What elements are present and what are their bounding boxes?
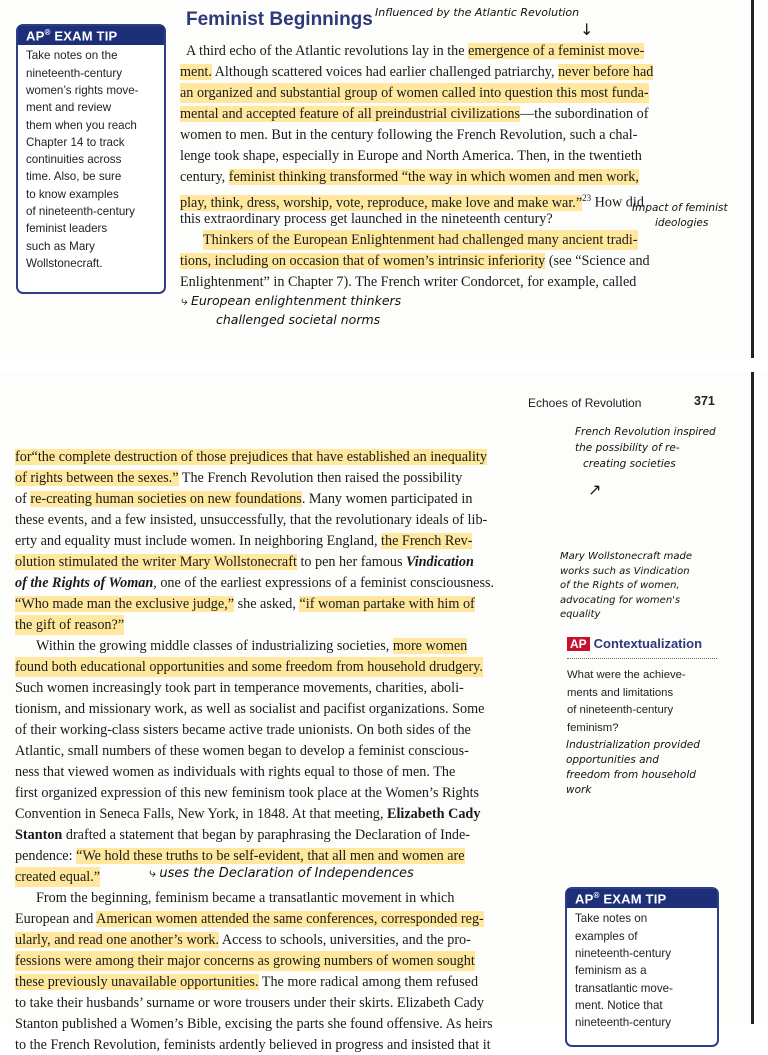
tip-line: Take notes on	[575, 912, 648, 926]
text-line: ness that viewed women as individuals with rights equal to those of men. The	[15, 764, 456, 780]
tip-line: ment and review	[26, 101, 112, 115]
text-line: these previously unavailable opportunities. The more radical among them refused	[15, 974, 479, 990]
contextualization-question: What were the achieve- ments and limitations of nineteenth-century feminism?	[567, 669, 686, 734]
text-line: tionism, and missionary work, as well as socialist and pacifist organizations. Some	[15, 701, 485, 717]
ap-badge: AP	[575, 891, 594, 907]
text-line: Convention in Seneca Falls, New York, in 1848. At that meeting, Elizabeth Cady	[15, 806, 481, 822]
exam-tip-box	[565, 887, 719, 1047]
text-line: first organized expression of this new feminism took place at the Women’s Rights	[15, 785, 480, 801]
tip-line: nineteenth-century	[575, 946, 672, 960]
text-line: for“the complete destruction of those prejudices that have established an inequality	[15, 449, 487, 465]
page-gap	[0, 358, 768, 372]
tip-line: to know examples	[26, 187, 119, 201]
tip-line: Take notes on the	[26, 49, 118, 63]
text-line: of their working-class sisters became active trade unionists. On both sides of the	[15, 722, 471, 738]
text-line: Within the growing middle classes of industrializing societies, more women	[36, 638, 468, 654]
handwritten-note-declaration: ⤷ uses the Declaration of Independences	[148, 866, 414, 881]
text-line: tions, including on occasion that of women’s intrinsic inferiority (see “Science and	[180, 253, 650, 269]
text-line: an organized and substantial group of women called into question this most funda-	[180, 85, 649, 101]
text-line: found both educational opportunities and some freedom from household drudgery.	[15, 659, 483, 675]
arrow-right-icon: ⤷	[148, 866, 160, 881]
text-line: From the beginning, feminism became a transatlantic movement in which	[36, 890, 455, 906]
section-heading: Feminist Beginnings	[186, 9, 373, 30]
text-line: mental and accepted feature of all preindustrial civilizations—the subordination of	[180, 106, 649, 122]
text-line: Stanton drafted a statement that began by paraphrasing the Declaration of Inde-	[15, 827, 471, 843]
text-line: the gift of reason?”	[15, 617, 125, 633]
text-line: these events, and a few insisted, unsuccessfully, that the revolutionary ideals of lib-	[15, 512, 488, 528]
divider	[567, 658, 717, 659]
text-line: created equal.”	[15, 869, 101, 885]
tip-line: nineteenth-century	[575, 1016, 672, 1030]
tip-line: continuities across	[26, 153, 122, 167]
arrow-down-icon: ↓	[580, 20, 594, 39]
tip-line: women’s rights move-	[26, 83, 139, 97]
text-line: Thinkers of the European Enlightenment had challenged many ancient tradi-	[203, 232, 638, 248]
text-line: ularly, and read one another’s work. Access to schools, universities, and the pro-	[15, 932, 471, 948]
tip-line: of nineteenth-century	[26, 205, 135, 218]
running-head: Echoes of Revolution	[528, 396, 642, 410]
text-line: fessions were among their major concerns as growing numbers of women sought	[15, 953, 475, 969]
exam-tip-header: AP® EXAM TIP	[567, 889, 717, 908]
text-line: Such women increasingly took part in temperance movements, charities, aboli-	[15, 680, 464, 696]
text-line: play, think, dress, worship, vote, reproduce, make love and make war.”$^{23}$ How did	[180, 193, 644, 211]
tip-line: such as Mary	[26, 239, 95, 253]
exam-tip-box	[16, 24, 166, 294]
bottom-page	[0, 372, 768, 1053]
text-line: pendence: “We hold these truths to be self-evident, that all men and women are	[15, 848, 465, 864]
tip-line: ment. Notice that	[575, 998, 663, 1012]
text-line: Atlantic, small numbers of these women began to develop a feminist conscious-	[15, 743, 469, 759]
tip-line: Chapter 14 to track	[26, 135, 125, 149]
arrow-up-icon: ↗	[588, 480, 602, 499]
exam-tip-header: AP® EXAM TIP	[18, 26, 164, 45]
page-binding-edge	[751, 0, 754, 358]
page-binding-edge	[751, 372, 754, 1024]
text-line: Stanton published a Women’s Bible, excising the parts she found offensive. As heirs	[15, 1016, 493, 1032]
contextualization-heading: AP Contextualization	[567, 636, 702, 651]
text-line: European and American women attended the same conferences, corresponded reg-	[15, 911, 484, 927]
tip-line: transatlantic move-	[575, 981, 673, 995]
exam-tip-text	[18, 45, 164, 272]
tip-line: Wollstonecraft.	[26, 256, 103, 270]
text-line: ment. Although scattered voices had earlier challenged patriarchy, never before had	[180, 64, 654, 80]
text-line: lenge took shape, especially in Europe and North America. Then, in the twentieth	[180, 148, 642, 164]
text-line: women to men. But in the century following the French Revolution, such a chal-	[180, 127, 638, 143]
tip-line: feminism as a	[575, 964, 647, 978]
handwritten-note-french-revolution: French Revolution inspired the possibility of re- creating societies	[575, 426, 716, 470]
exam-tip-text	[567, 908, 717, 1031]
handwritten-note-impact: Impact of feminist	[632, 202, 728, 214]
handwritten-note-heading: Influenced by the Atlantic Revolution	[375, 6, 580, 19]
tip-line: time. Also, be sure	[26, 170, 122, 184]
top-page	[0, 0, 768, 362]
text-line: olution stimulated the writer Mary Wollstonecraft to pen her famous Vindication	[15, 554, 474, 570]
arrow-right-icon: ⤷	[180, 293, 191, 308]
tip-line: feminist leaders	[26, 222, 108, 236]
text-line: of rights between the sexes.” The French Revolution then raised the possibility	[15, 470, 463, 486]
text-line: century, feminist thinking transformed “the way in which women and men work,	[180, 169, 639, 185]
exam-tip-label: EXAM TIP	[603, 891, 667, 907]
ap-badge: AP	[567, 637, 590, 651]
text-line: of re-creating human societies on new foundations. Many women participated in	[15, 491, 473, 507]
page-number: 371	[694, 394, 715, 408]
text-line: to the French Revolution, feminists ardently believed in progress and insisted that it	[15, 1037, 491, 1053]
handwritten-note-wollstonecraft: Mary Wollstonecraft made works such as Vindication of the Rights of women, advocating for women's equality	[560, 551, 692, 620]
text-line: of the Rights of Woman, one of the earliest expressions of a feminist consciousness.	[15, 575, 495, 591]
tip-line: examples of	[575, 929, 638, 943]
ap-badge: AP	[26, 28, 45, 44]
text-line: Enlightenment” in Chapter 7). The French writer Condorcet, for example, called	[180, 274, 637, 290]
text-line: to take their husbands’ surname or wore trousers under their skirts. Elizabeth Cady	[15, 995, 484, 1011]
handwritten-note-impact: ideologies	[655, 217, 709, 229]
tip-line: nineteenth-century	[26, 66, 123, 80]
tip-line: them when you reach	[26, 118, 137, 132]
text-line: “Who made man the exclusive judge,” she asked, “if woman partake with him of	[15, 596, 475, 612]
handwritten-note-industrialization: Industrialization provided opportunities and freedom from household work	[566, 739, 700, 796]
exam-tip-label: EXAM TIP	[54, 28, 118, 44]
text-line: A third echo of the Atlantic revolutions lay in the emergence of a feminist move-	[186, 43, 645, 59]
handwritten-note-enlightenment: challenged societal norms	[216, 312, 381, 327]
text-line: erty and equality must include women. In neighboring England, the French Rev-	[15, 533, 473, 549]
text-line: this extraordinary process get launched in the nineteenth century?	[180, 211, 553, 227]
handwritten-note-enlightenment: ⤷ European enlightenment thinkers	[180, 293, 402, 308]
